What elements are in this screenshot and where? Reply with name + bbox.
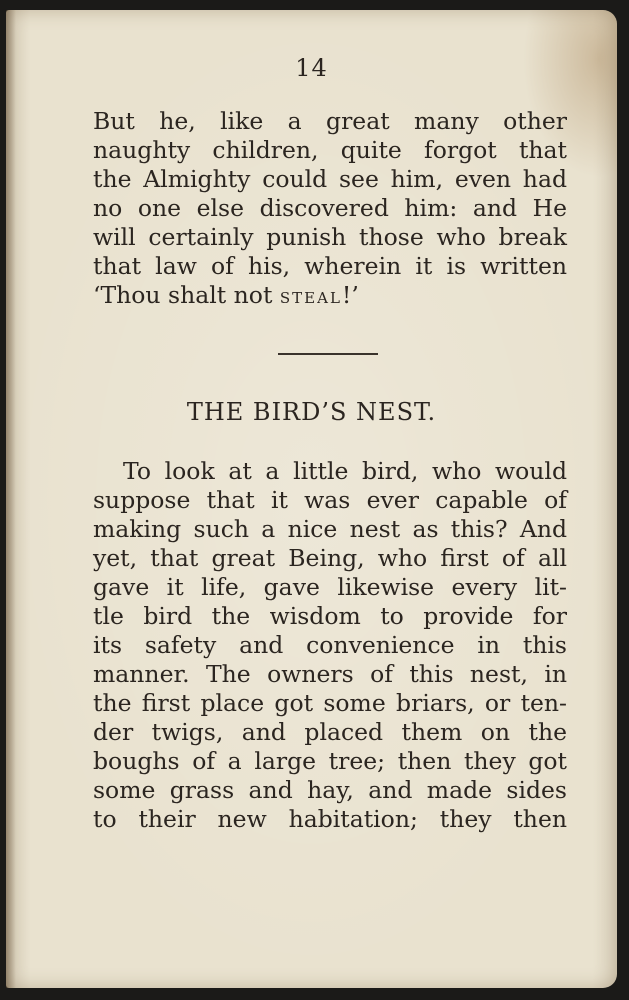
text-line: yet, that great Being, who first of all <box>93 544 567 572</box>
text-line: To look at a little bird, who would <box>123 457 567 485</box>
text-line: the first place got some briars, or ten- <box>93 689 567 717</box>
book-page <box>6 10 617 988</box>
text-line: that law of his, wherein it is written <box>93 252 567 280</box>
text-line: But he, like a great many other <box>93 107 567 135</box>
text-line-last <box>93 281 567 310</box>
page-number: 14 <box>295 54 328 82</box>
quote-end: !’ <box>341 281 359 309</box>
text-line: boughs of a large tree; then they got <box>93 747 567 775</box>
text-line: suppose that it was ever capable of <box>93 486 567 514</box>
section-divider <box>278 353 378 355</box>
text-line: der twigs, and placed them on the <box>93 718 567 746</box>
text-line: naughty children, quite forgot that <box>93 136 567 164</box>
text-line: gave it life, gave likewise every lit- <box>93 573 567 601</box>
text-line: its safety and convenience in this <box>93 631 567 659</box>
text-line: manner. The owners of this nest, in <box>93 660 567 688</box>
spine-shadow <box>6 10 16 988</box>
text-line: will certainly punish those who break <box>93 223 567 251</box>
top-paragraph <box>93 107 567 310</box>
quote-start: ‘Thou shalt not <box>93 281 280 309</box>
section-title: THE BIRD’S NEST. <box>186 398 437 426</box>
text-line: tle bird the wisdom to provide for <box>93 602 567 630</box>
text-line: to their new habitation; they then <box>93 805 567 833</box>
steal-word: STEAL <box>279 289 342 307</box>
text-line: no one else discovered him: and He <box>93 194 567 222</box>
body-paragraph <box>93 457 567 834</box>
text-line: some grass and hay, and made sides <box>93 776 567 804</box>
text-line: making such a nice nest as this? And <box>93 515 567 543</box>
text-line: the Almighty could see him, even had <box>93 165 567 193</box>
